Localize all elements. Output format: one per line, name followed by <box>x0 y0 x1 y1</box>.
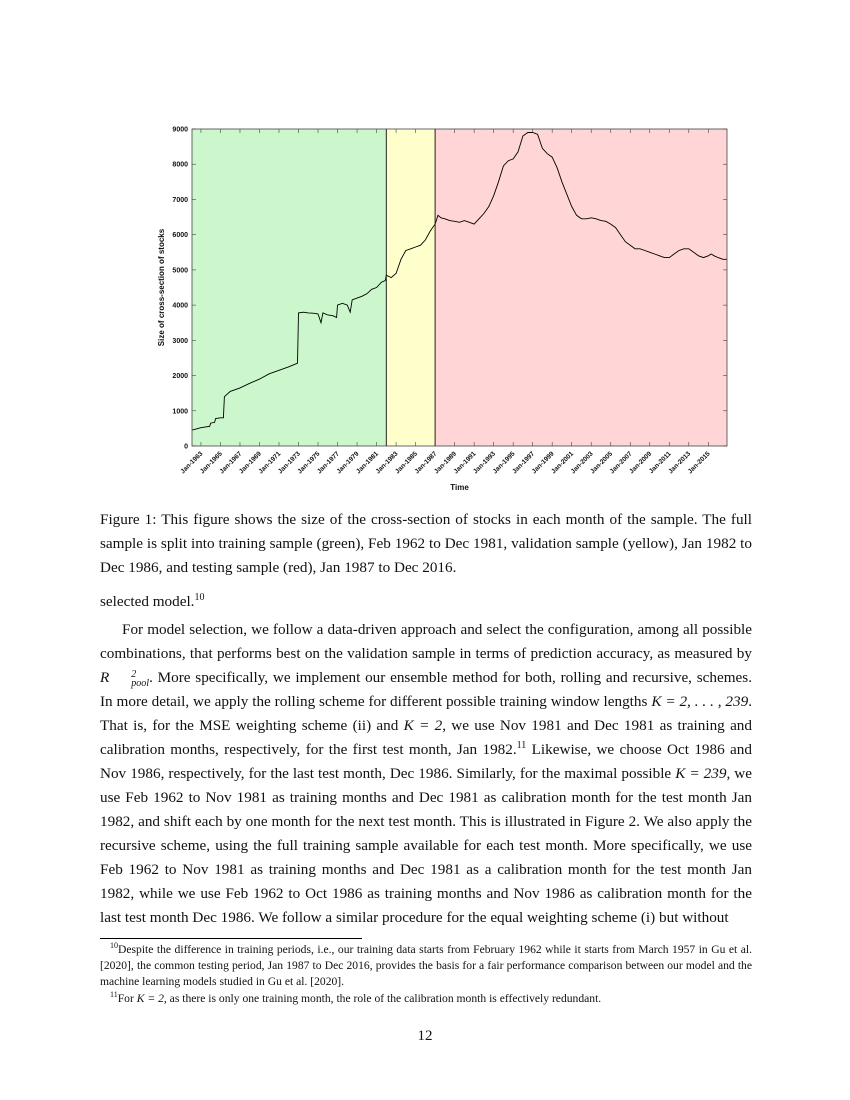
page-number: 12 <box>417 1028 433 1044</box>
x-tick-label: Jan-1977 <box>316 450 341 476</box>
x-tick-label: Jan-1975 <box>296 450 322 476</box>
x-tick-label: Jan-1973 <box>277 450 302 476</box>
region-testing <box>435 129 727 446</box>
x-tick-label: Jan-1989 <box>433 450 459 476</box>
x-tick-label: Jan-1981 <box>355 450 380 476</box>
y-axis-label: Size of cross-section of stocks <box>157 228 166 347</box>
sample-regions <box>192 129 727 446</box>
x-tick-label: Jan-1999 <box>530 450 556 476</box>
footnote-ref-11[interactable]: 11 <box>516 739 527 751</box>
x-tick-label: Jan-1995 <box>491 450 517 476</box>
x-tick-label: Jan-2015 <box>686 450 712 476</box>
x-tick-label: Jan-2003 <box>569 450 595 476</box>
x-tick-label: Jan-1971 <box>257 450 283 476</box>
x-tick-label: Jan-2007 <box>608 450 634 476</box>
y-tick-label: 3000 <box>172 337 188 345</box>
x-axis-label: Time <box>450 483 469 492</box>
x-tick-label: Jan-1983 <box>374 450 400 476</box>
region-validation <box>386 129 435 446</box>
x-tick-label: Jan-1987 <box>413 450 439 476</box>
figure-caption <box>100 508 752 580</box>
y-tick-label: 0 <box>184 443 188 451</box>
x-tick-label: Jan-1985 <box>394 450 420 476</box>
paragraph-1: selected model.$^{10}$ <box>100 591 205 610</box>
x-tick-label: Jan-1967 <box>218 450 244 476</box>
footnote-11: $^{11}$For K = 2, as there is only one training month, the role of the calibration month is effectively redundant. <box>110 990 602 1005</box>
x-tick-label: Jan-1997 <box>511 450 537 476</box>
cross-section-chart <box>150 115 740 495</box>
paragraph-2: For model selection, we follow a data-driven approach and select the configuration, among all possible combinations, that performs best on the validation sample in terms of prediction accuracy, as measured by R 2 pool . More specifically, we implement our ensemble method for both, rolling and recursive, schemes. In more detail, we apply the rolling scheme for different possible training window lengths K = 2, . . . , 239. That is, for the MSE weighting scheme (ii) and K = 2, we use Nov 1981 and Dec 1981 as training and calibration months, respectively, for the first test month, Jan 1982.11 Likewise, we choose Oct 1986 and Nov 1986, respectively, for the last test month, Dec 1986. Similarly, for the maximal possible K = 239, we use Feb 1962 to Nov 1981 as training months and Dec 1981 as calibration month for the test month Jan 1982, and shift each by one month for the next test month. This is illustrated in Figure 2. We also apply the recursive scheme, using the full training sample available for each test month. More specifically, we use Feb 1962 to Nov 1981 as training months and Dec 1981 as a calibration month for the test month Jan 1982, while we use Feb 1962 to Oct 1986 as training months and Nov 1986 as calibration month for the last test month Dec 1986. We follow a similar procedure for the equal weighting scheme (i) but without <box>100 621 753 926</box>
x-tick-label: Jan-2001 <box>550 450 576 476</box>
x-tick-label: Jan-1993 <box>472 450 498 476</box>
y-tick-label: 1000 <box>172 408 188 416</box>
region-training <box>192 129 386 446</box>
y-tick-labels <box>172 127 188 451</box>
body-text <box>100 590 752 930</box>
x-tick-label: Jan-2013 <box>667 450 693 476</box>
y-tick-label: 5000 <box>172 267 188 275</box>
x-tick-label: Jan-2009 <box>628 450 654 476</box>
y-tick-label: 6000 <box>172 232 188 240</box>
x-tick-label: Jan-1969 <box>237 450 263 476</box>
x-tick-label: Jan-1963 <box>179 450 205 476</box>
x-tick-label: Jan-1965 <box>198 450 224 476</box>
x-tick-label: Jan-2005 <box>589 450 615 476</box>
footnote-10: $^{10}$Despite the difference in training periods, i.e., our training data starts from February 1962 while it starts from March 1957 in Gu et al. [2020], the common testing period, Jan 1987 to Dec 2016, provides the basis for a fair performance comparison between our model and the machine learning models studied in Gu et al. [2020]. <box>100 941 752 988</box>
y-tick-label: 7000 <box>172 196 188 204</box>
r2-pool: R 2 pool <box>100 669 150 689</box>
y-tick-label: 4000 <box>172 302 188 310</box>
caption-text: This figure shows the size of the cross-section of stocks in each month of the sample. The full sample is split into training sample (green), Feb 1962 to Dec 1981, validation sample (yellow), Jan 1982 to Dec 1986, and testing sample (red), Jan 1987 to Dec 2016. <box>100 511 752 576</box>
y-tick-label: 8000 <box>172 161 188 169</box>
y-tick-label: 9000 <box>172 126 188 134</box>
footnote-rule <box>100 938 362 939</box>
caption-label: Figure 1: <box>100 511 157 528</box>
y-tick-label: 2000 <box>172 373 188 381</box>
x-tick-label: Jan-1991 <box>452 450 478 476</box>
footnote-ref-10[interactable]: 10 <box>194 591 205 603</box>
x-tick-label: Jan-1979 <box>335 450 361 476</box>
x-tick-labels <box>179 450 711 475</box>
x-tick-label: Jan-2011 <box>648 450 673 476</box>
